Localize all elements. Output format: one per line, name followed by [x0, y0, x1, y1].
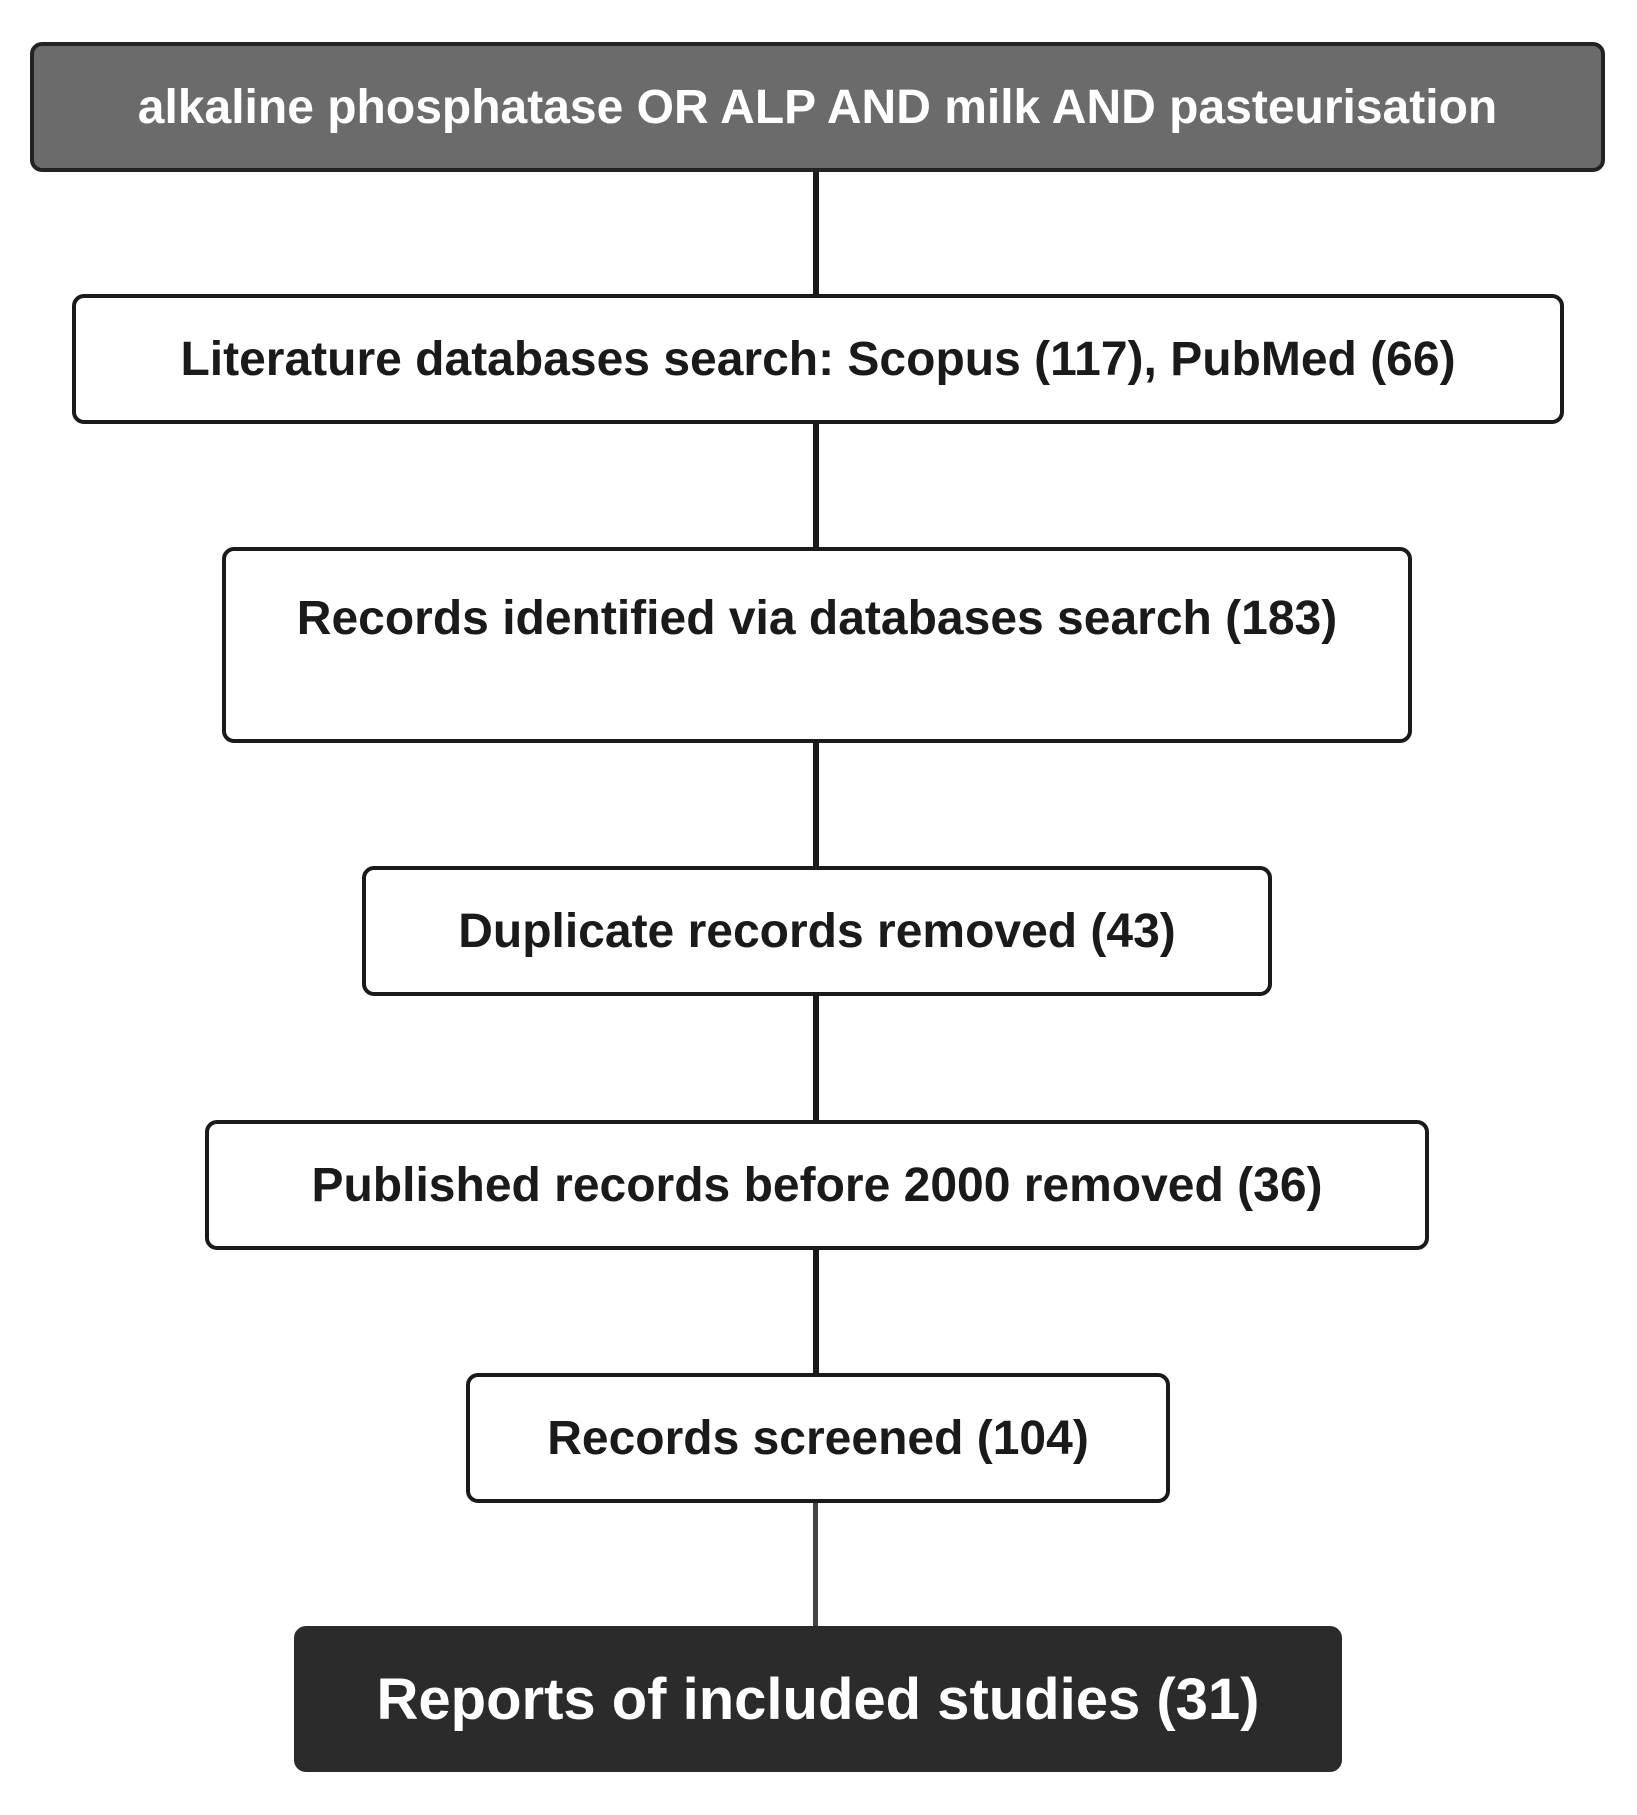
connector-query-databases: [813, 172, 819, 294]
before-2000-removed-box: [205, 1120, 1429, 1250]
search-query-label: alkaline phosphatase OR ALP AND milk AND pasteurisation: [137, 80, 1498, 134]
records-screened-label: Records screened (104): [547, 1411, 1089, 1465]
records-identified-box: [222, 547, 1412, 743]
search-query-box: [30, 42, 1605, 172]
connector-identified-duplicates: [813, 743, 819, 866]
duplicates-removed-label: Duplicate records removed (43): [458, 904, 1176, 958]
connector-screened-included: [813, 1503, 818, 1626]
connector-duplicates-before2000: [813, 996, 819, 1120]
before-2000-removed-label: Published records before 2000 removed (36): [311, 1158, 1323, 1212]
connector-databases-identified: [813, 424, 819, 547]
records-screened-box: [466, 1373, 1170, 1503]
databases-search-box: [72, 294, 1564, 424]
databases-search-label: Literature databases search: Scopus (117), PubMed (66): [180, 332, 1456, 386]
duplicates-removed-box: [362, 866, 1272, 996]
records-identified-label: Records identified via databases search (183): [296, 592, 1338, 645]
included-studies-label: Reports of included studies (31): [376, 1666, 1260, 1732]
connector-before2000-screened: [813, 1250, 819, 1373]
included-studies-box: [294, 1626, 1342, 1772]
